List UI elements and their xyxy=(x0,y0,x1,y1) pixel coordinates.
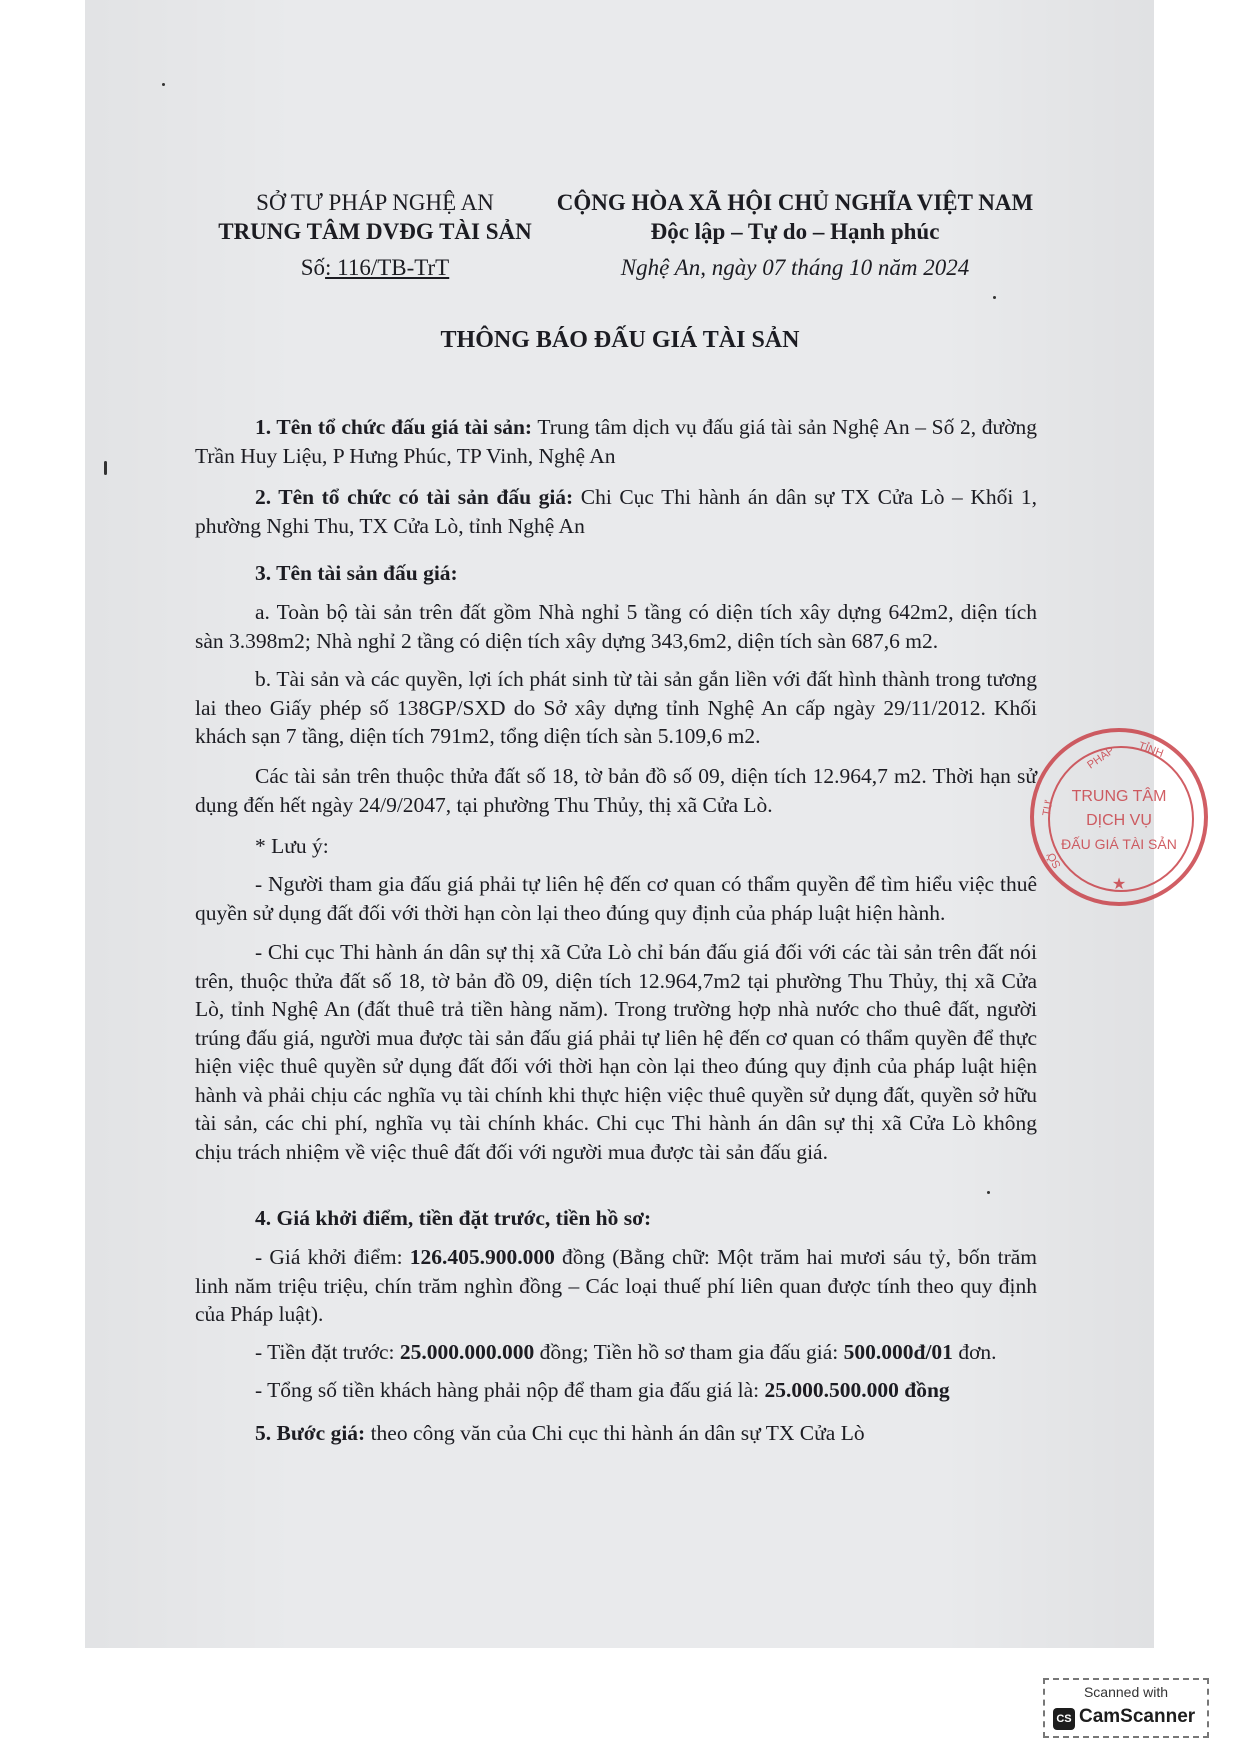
date-line: Nghệ An, ngày 07 tháng 10 năm 2024 xyxy=(620,255,970,280)
note-2: - Chi cục Thi hành án dân sự thị xã Cửa Lò chỉ bán đấu giá đối với các tài sản trên đất nói trên, thuộc thửa đất số 18, tờ bản đồ 09, diện tích 12.964,7m2 tại phường Thu Thủy, thị xã Cửa Lò, tỉnh Nghệ An (đất thuê trả tiền hàng năm). Trong trường hợp nhà nước cho thuê đất, người trúng đấu giá, người mua được tài sản đấu giá phải tự liên hệ đến cơ quan có thẩm quyền để thực hiện việc thuê quyền sử dụng đất đối với thời hạn còn lại theo đúng quy định của pháp luật hiện hành và phải chịu các nghĩa vụ tài chính khi thực hiện việc thuê quyền sử dụng đất, quyền sở hữu tài sản, các chi phí, nghĩa vụ tài chính khác. Chi cục Thi hành án dân sự thị xã Cửa Lò không chịu trách nhiệm về việc thuê đất đối với người mua được tài sản đấu giá. xyxy=(195,940,1037,1164)
starting-price-words: đồng (Bằng chữ: Một trăm hai mươi sáu tỷ, bốn trăm linh năm triệu triệu, chín trăm nghìn đồng – Các loại thuế phí liên quan được tính theo quy định của Pháp luật). xyxy=(195,1245,1037,1326)
seal-star-icon: ★ xyxy=(1111,876,1127,893)
camscanner-badge xyxy=(1043,1678,1209,1738)
scan-dot xyxy=(987,1191,990,1194)
header-left-line1: SỞ TƯ PHÁP NGHỆ AN xyxy=(256,190,494,215)
starting-price-label: - Giá khởi điểm: xyxy=(255,1245,410,1269)
seal-rim-right: TỈNH xyxy=(1136,739,1165,761)
section-4-heading xyxy=(195,1204,1037,1233)
section-1 xyxy=(195,413,1037,470)
section-3-location: Các tài sản trên thuộc thửa đất số 18, tờ bản đồ số 09, diện tích 12.964,7 m2. Thời hạn sử dụng đến hết ngày 24/9/2047, tại phường Thu Thủy, thị xã Cửa Lò. xyxy=(195,764,1037,817)
fee-suffix: đơn. xyxy=(952,1340,997,1364)
section-5-heading: 5. Bước giá: xyxy=(255,1421,366,1445)
camscanner-logo-icon: CS xyxy=(1053,1708,1075,1730)
starting-price-value: 126.405.900.000 xyxy=(409,1245,555,1269)
seal-line-1: TRUNG TÂM xyxy=(1071,788,1167,805)
section-4-heading-text: 4. Giá khởi điểm, tiền đặt trước, tiền hồ sơ: xyxy=(255,1206,652,1230)
note-label: * Lưu ý: xyxy=(255,834,329,858)
header-left-line2: TRUNG TÂM DVĐG TÀI SẢN xyxy=(218,219,532,244)
section-5 xyxy=(195,1419,1037,1448)
section-2-text: Chi Cục Thi hành án dân sự TX Cửa Lò – Khối 1, phường Nghi Thu, TX Cửa Lò, tỉnh Nghệ An xyxy=(195,485,1037,538)
camscanner-name: CamScanner xyxy=(1079,1706,1196,1727)
scan-dot xyxy=(162,83,165,86)
seal-rim-left: TƯ xyxy=(1040,799,1056,817)
header-right-line2: Độc lập – Tự do – Hạnh phúc xyxy=(650,219,940,244)
document-title: THÔNG BÁO ĐẤU GIÁ TÀI SẢN xyxy=(440,327,800,353)
reference-value: : 116/TB-TrT xyxy=(325,255,450,280)
starting-price xyxy=(195,1243,1037,1329)
section-2-heading: 2. Tên tổ chức có tài sản đấu giá: xyxy=(255,485,574,509)
section-3-heading-text: 3. Tên tài sản đấu giá: xyxy=(255,561,458,585)
section-3-item-a: a. Toàn bộ tài sản trên đất gồm Nhà nghỉ 5 tầng có diện tích xây dựng 642m2, diện tích sàn 3.398m2; Nhà nghỉ 2 tầng có diện tích xây dựng 343,6m2, diện tích sàn 687,6 m2. xyxy=(195,600,1037,653)
seal-rim-top: PHÁP xyxy=(1085,744,1117,772)
official-seal xyxy=(1030,728,1208,906)
deposit-line xyxy=(195,1338,1037,1367)
total-label: - Tổng số tiền khách hàng phải nộp để tham gia đấu giá là: xyxy=(255,1378,765,1402)
total-value: 25.000.500.000 đồng xyxy=(764,1378,950,1402)
section-1-heading: 1. Tên tổ chức đấu giá tài sản: xyxy=(255,415,533,439)
seal-line-3: ĐẤU GIÁ TÀI SẢN xyxy=(1061,836,1177,852)
scan-mark xyxy=(104,461,107,475)
fee-value: 500.000đ/01 xyxy=(843,1340,953,1364)
note-1: - Người tham gia đấu giá phải tự liên hệ đến cơ quan có thẩm quyền để tìm hiểu việc thuê quyền sử dụng đất đối với thời hạn còn lại theo đúng quy định của pháp luật hiện hành. xyxy=(195,872,1037,925)
reference-number xyxy=(200,255,550,281)
fee-label: đồng; Tiền hồ sơ tham gia đấu giá: xyxy=(534,1340,844,1364)
header-right-line1: CỘNG HÒA XÃ HỘI CHỦ NGHĨA VIỆT NAM xyxy=(556,190,1034,215)
scanned-with-text: Scanned with xyxy=(1083,1684,1169,1700)
section-3-item-b: b. Tài sản và các quyền, lợi ích phát sinh từ tài sản gắn liền với đất hình thành trong tương lai theo Giấy phép số 138GP/SXD do Sở xây dựng tỉnh Nghệ An cấp ngày 29/11/2012. Khối khách sạn 7 tầng, diện tích 791m2, tổng diện tích sàn 5.109,6 m2. xyxy=(195,667,1037,748)
seal-line-2: DỊCH VỤ xyxy=(1086,812,1152,829)
reference-prefix: Số xyxy=(300,255,326,280)
section-2 xyxy=(195,483,1037,540)
section-5-text: theo công văn của Chi cục thi hành án dân sự TX Cửa Lò xyxy=(365,1421,865,1445)
section-3-heading xyxy=(195,559,1037,588)
seal-rim-bottom-left: SỞ xyxy=(1044,849,1064,871)
deposit-label: - Tiền đặt trước: xyxy=(255,1340,400,1364)
section-1-text: Trung tâm dịch vụ đấu giá tài sản Nghệ An – Số 2, đường Trần Huy Liệu, P Hưng Phúc, TP Vinh, Nghệ An xyxy=(195,415,1037,468)
total-line xyxy=(195,1376,1037,1405)
scan-dot xyxy=(993,296,996,299)
deposit-value: 25.000.000.000 xyxy=(399,1340,535,1364)
